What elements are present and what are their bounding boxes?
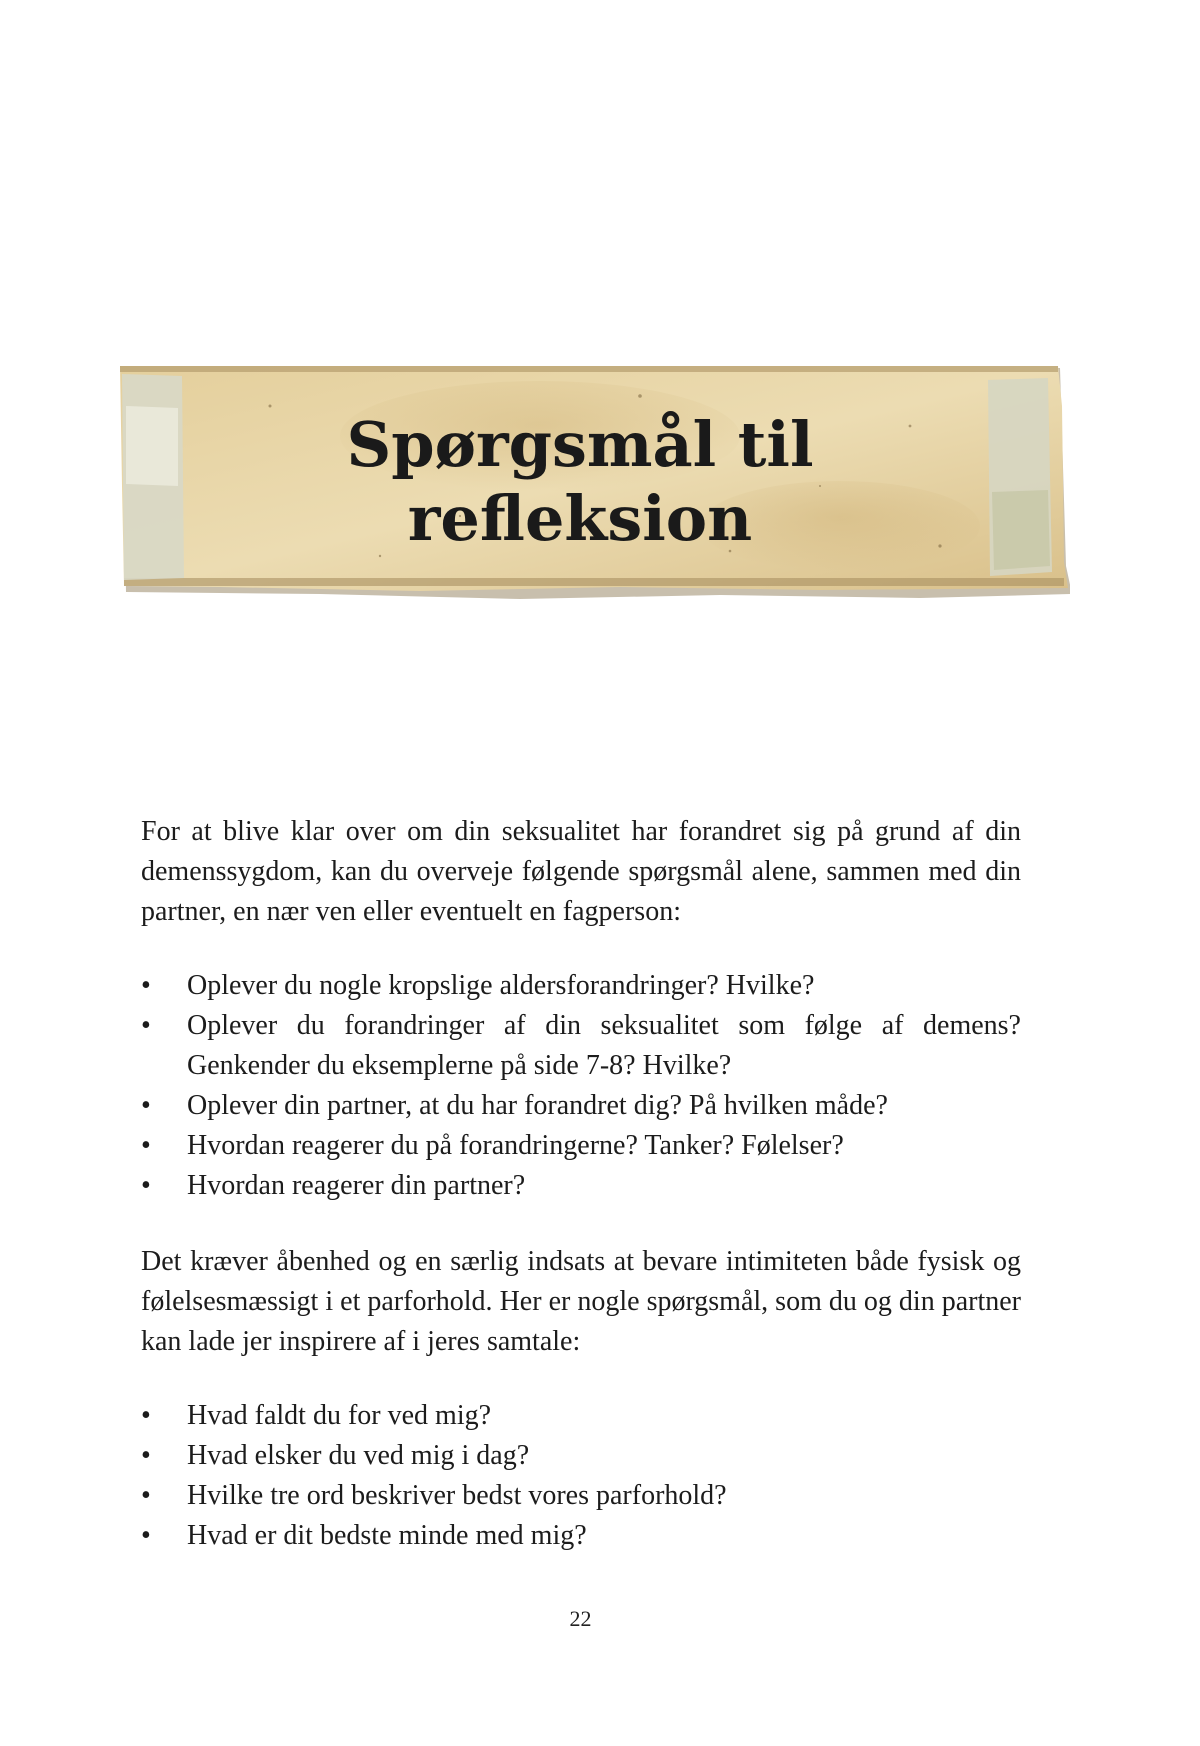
page-title xyxy=(120,408,1040,556)
list-item: • Hvordan reagerer din partner? xyxy=(141,1166,1021,1206)
bullet: • xyxy=(141,1130,151,1161)
second-paragraph: Det kræver åbenhed og en særlig indsats at bevare intimiteten både fysisk og følelsesmæssigt i et parforhold. Her er nogle spørgsmål, som du og din partner kan lade jer inspirere af i jeres samtale: xyxy=(141,1246,1021,1357)
bullet: • xyxy=(141,1400,151,1431)
bullet: • xyxy=(141,1520,151,1551)
title-line-2: refleksion xyxy=(407,482,753,555)
bullet: • xyxy=(141,970,151,1001)
conversation-question-list xyxy=(141,1396,1021,1556)
page-number: 22 xyxy=(569,1606,592,1631)
list-item: • Oplever din partner, at du har forandret dig? På hvilken måde? xyxy=(141,1086,1021,1126)
intro-paragraph: For at blive klar over om din seksualitet har forandret sig på grund af din demenssygdom, kan du overveje følgende spørgsmål alene, sammen med din partner, en nær ven eller eventuelt en fagperson: xyxy=(141,816,1021,927)
body-content xyxy=(141,812,1021,1592)
title-banner xyxy=(120,366,1070,606)
list-item: • Hvad er dit bedste minde med mig? xyxy=(141,1516,1021,1556)
bullet: • xyxy=(141,1170,151,1201)
bullet: • xyxy=(141,1010,151,1041)
list-item: • Hvilke tre ord beskriver bedst vores parforhold? xyxy=(141,1476,1021,1516)
title-line-1: Spørgsmål til xyxy=(346,408,814,481)
bullet: • xyxy=(141,1090,151,1121)
list-item: • Hvad elsker du ved mig i dag? xyxy=(141,1436,1021,1476)
bullet: • xyxy=(141,1480,151,1511)
list-item: • Hvad faldt du for ved mig? xyxy=(141,1396,1021,1436)
list-item: • Oplever du nogle kropslige aldersforandringer? Hvilke? xyxy=(141,966,1021,1006)
list-item: • Hvordan reagerer du på forandringerne? Tanker? Følelser? xyxy=(141,1126,1021,1166)
bullet: • xyxy=(141,1440,151,1471)
list-item: • Oplever du forandringer af din seksualitet som følge af demens? Genkender du eksemplerne på side 7-8? Hvilke? xyxy=(141,1006,1021,1086)
reflection-question-list xyxy=(141,966,1021,1206)
